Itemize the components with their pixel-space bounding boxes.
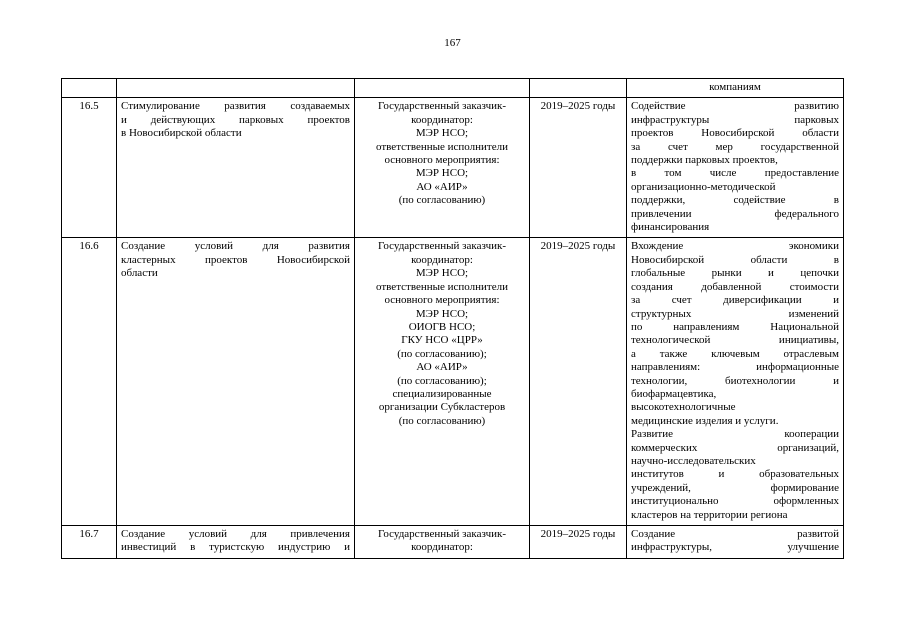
activity-number-cell: 16.6 (62, 238, 117, 526)
text-line: Государственный заказчик- (377, 100, 507, 113)
text-line: компаниям (709, 81, 761, 93)
activity-executors-cell (355, 98, 530, 238)
activity-result-cell (627, 526, 844, 559)
text-line: глобальные рынки и цепочки (631, 267, 839, 280)
text-line: технологии, биотехнологии и (631, 374, 839, 387)
text-line: в Новосибирской области (121, 127, 242, 140)
text-line: МЭР НСО; (415, 267, 469, 280)
activity-term-cell: 2019–2025 годы (530, 238, 627, 526)
text-line: Создание развитой (631, 528, 839, 540)
activity-name-cell (117, 238, 355, 526)
text-line: МЭР НСО; (415, 167, 469, 180)
text-line: (по согласованию) (398, 194, 486, 207)
activity-result-cell (627, 79, 844, 98)
text-line: институционально оформленных (631, 495, 839, 508)
text-line: учреждений, формирование (631, 481, 839, 494)
text-line: Стимулирование развития создаваемых (121, 100, 350, 113)
activity-result-cell (627, 98, 844, 238)
activity-executors-cell (355, 238, 530, 526)
text-line: (по согласованию); (397, 347, 487, 360)
text-line: за счет диверсификации и (631, 294, 839, 307)
text-line: ответственные исполнители (376, 280, 508, 293)
text-line: (по согласованию) (398, 414, 486, 427)
text-line: инвестиций в туристскую индустрию и (121, 541, 350, 554)
text-line: создания добавленной стоимости (631, 280, 839, 293)
activity-number-cell: 16.7 (62, 526, 117, 559)
text-line: направлениям: информационные (631, 361, 839, 374)
table-row-16-7 (62, 526, 844, 559)
text-line: а также ключевым отраслевым (631, 347, 839, 360)
activity-executors-cell (355, 79, 530, 98)
text-line: Вхождение экономики (631, 240, 839, 253)
text-line: области (121, 267, 158, 280)
text-line: МЭР НСО; (415, 127, 469, 140)
text-line: высокотехнологичные (631, 401, 736, 414)
text-line: технологической инициативы, (631, 334, 839, 347)
activity-number-cell: 16.5 (62, 98, 117, 238)
activity-name-cell (117, 526, 355, 559)
table-row-continued (62, 79, 844, 98)
text-line: координатор: (411, 253, 473, 266)
text-line: Развитие кооперации (631, 428, 839, 441)
text-line: специализированные (392, 387, 492, 400)
text-line: поддержки парковых проектов, (631, 154, 778, 167)
text-line: ГКУ НСО «ЦРР» (401, 334, 483, 347)
text-line: кластерных проектов Новосибирской (121, 253, 350, 266)
text-line: организации Субкластеров (378, 401, 506, 414)
activity-name-cell (117, 79, 355, 98)
text-line: поддержки, содействие в (631, 194, 839, 207)
text-line: биофармацевтика, (631, 387, 717, 400)
activity-name-cell (117, 98, 355, 238)
text-line: АО «АИР» (416, 361, 468, 374)
text-line: научно-исследовательских (631, 454, 756, 467)
text-line: Государственный заказчик- (377, 240, 507, 253)
text-line: в том числе предоставление (631, 167, 839, 180)
text-line: проектов Новосибирской области (631, 127, 839, 140)
text-line: Создание условий для развития (121, 240, 350, 253)
text-line: Содействие развитию (631, 100, 839, 113)
text-line: АО «АИР» (416, 180, 468, 193)
text-line: координатор: (411, 541, 473, 554)
text-line: институтов и образовательных (631, 468, 839, 481)
text-line: кластеров на территории региона (631, 508, 788, 521)
table-row-16-5 (62, 98, 844, 238)
activity-term-cell: 2019–2025 годы (530, 526, 627, 559)
program-activities-table (61, 78, 844, 559)
text-line: инфраструктуры, улучшение (631, 541, 839, 554)
text-line: основного мероприятия: (384, 154, 500, 167)
text-line: организационно-методической (631, 180, 776, 193)
activity-number-cell (62, 79, 117, 98)
text-line: ответственные исполнители (376, 140, 508, 153)
activity-term-cell: 2019–2025 годы (530, 98, 627, 238)
activity-executors-cell (355, 526, 530, 559)
table-row-16-6 (62, 238, 844, 526)
text-line: привлечении федерального (631, 207, 839, 220)
page-number: 167 (444, 37, 461, 49)
text-line: Создание условий для привлечения (121, 528, 350, 540)
text-line: медицинские изделия и услуги. (631, 414, 779, 427)
activity-term-cell (530, 79, 627, 98)
text-line: за счет мер государственной (631, 140, 839, 153)
text-line: (по согласованию); (397, 374, 487, 387)
text-line: МЭР НСО; (415, 307, 469, 320)
text-line: Новосибирской области в (631, 253, 839, 266)
text-line: коммерческих организаций, (631, 441, 839, 454)
text-line: и действующих парковых проектов (121, 113, 350, 126)
activity-result-cell (627, 238, 844, 526)
text-line: структурных изменений (631, 307, 839, 320)
text-line: основного мероприятия: (384, 294, 500, 307)
text-line: по направлениям Национальной (631, 320, 839, 333)
text-line: Государственный заказчик- (377, 528, 507, 540)
text-line: ОИОГВ НСО; (408, 320, 476, 333)
text-line: финансирования (631, 221, 710, 234)
text-line: координатор: (411, 113, 473, 126)
text-line: инфраструктуры парковых (631, 113, 839, 126)
